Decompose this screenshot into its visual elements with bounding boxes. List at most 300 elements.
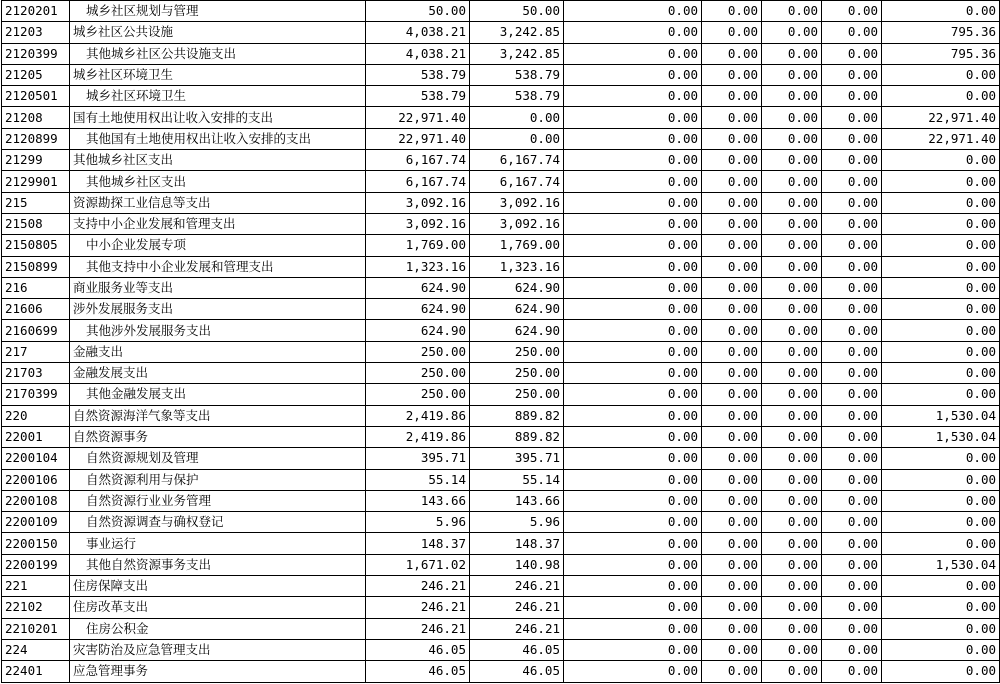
cell-value-1: 5.96 (366, 512, 470, 533)
cell-code: 2160699 (2, 320, 70, 341)
cell-name: 自然资源海洋气象等支出 (70, 405, 366, 426)
cell-value-4: 0.00 (702, 235, 762, 256)
cell-value-1: 4,038.21 (366, 22, 470, 43)
cell-value-3: 0.00 (564, 277, 702, 298)
cell-value-4: 0.00 (702, 150, 762, 171)
cell-code: 2200150 (2, 533, 70, 554)
cell-value-6: 0.00 (822, 192, 882, 213)
cell-value-1: 6,167.74 (366, 171, 470, 192)
cell-value-2: 5.96 (470, 512, 564, 533)
cell-name: 城乡社区环境卫生 (70, 64, 366, 85)
table-row (2, 341, 1000, 362)
cell-code: 216 (2, 277, 70, 298)
cell-value-3: 0.00 (564, 426, 702, 447)
cell-value-3: 0.00 (564, 512, 702, 533)
cell-value-1: 624.90 (366, 277, 470, 298)
cell-value-4: 0.00 (702, 661, 762, 682)
table-row (2, 490, 1000, 511)
cell-value-3: 0.00 (564, 43, 702, 64)
cell-value-7: 0.00 (882, 213, 1000, 234)
cell-value-2: 246.21 (470, 618, 564, 639)
cell-code: 2200109 (2, 512, 70, 533)
cell-value-3: 0.00 (564, 171, 702, 192)
cell-value-5: 0.00 (762, 171, 822, 192)
cell-value-1: 250.00 (366, 341, 470, 362)
cell-value-2: 538.79 (470, 64, 564, 85)
cell-name: 其他城乡社区支出 (70, 171, 366, 192)
cell-value-3: 0.00 (564, 597, 702, 618)
table-row (2, 554, 1000, 575)
cell-value-4: 0.00 (702, 448, 762, 469)
cell-value-2: 0.00 (470, 128, 564, 149)
cell-value-6: 0.00 (822, 235, 882, 256)
cell-value-6: 0.00 (822, 64, 882, 85)
cell-value-1: 46.05 (366, 661, 470, 682)
cell-code: 221 (2, 576, 70, 597)
cell-value-2: 889.82 (470, 405, 564, 426)
table-row (2, 64, 1000, 85)
cell-value-5: 0.00 (762, 618, 822, 639)
cell-value-7: 22,971.40 (882, 128, 1000, 149)
cell-value-5: 0.00 (762, 448, 822, 469)
cell-value-3: 0.00 (564, 639, 702, 660)
cell-value-2: 538.79 (470, 86, 564, 107)
table-row (2, 661, 1000, 682)
cell-value-6: 0.00 (822, 639, 882, 660)
cell-value-6: 0.00 (822, 341, 882, 362)
table-row (2, 384, 1000, 405)
cell-value-5: 0.00 (762, 256, 822, 277)
cell-value-4: 0.00 (702, 64, 762, 85)
cell-value-1: 246.21 (366, 618, 470, 639)
cell-name: 国有土地使用权出让收入安排的支出 (70, 107, 366, 128)
cell-value-4: 0.00 (702, 107, 762, 128)
table-row (2, 426, 1000, 447)
cell-value-6: 0.00 (822, 86, 882, 107)
cell-value-5: 0.00 (762, 299, 822, 320)
cell-value-6: 0.00 (822, 426, 882, 447)
cell-value-4: 0.00 (702, 576, 762, 597)
cell-value-7: 0.00 (882, 618, 1000, 639)
cell-value-6: 0.00 (822, 405, 882, 426)
cell-name: 自然资源调查与确权登记 (70, 512, 366, 533)
cell-name: 城乡社区规划与管理 (70, 1, 366, 22)
table-row (2, 363, 1000, 384)
cell-value-5: 0.00 (762, 235, 822, 256)
cell-value-5: 0.00 (762, 64, 822, 85)
cell-value-6: 0.00 (822, 107, 882, 128)
cell-value-7: 0.00 (882, 384, 1000, 405)
cell-value-4: 0.00 (702, 639, 762, 660)
cell-value-1: 624.90 (366, 320, 470, 341)
cell-value-5: 0.00 (762, 128, 822, 149)
cell-value-6: 0.00 (822, 661, 882, 682)
cell-code: 2150899 (2, 256, 70, 277)
cell-value-4: 0.00 (702, 192, 762, 213)
cell-code: 215 (2, 192, 70, 213)
cell-value-5: 0.00 (762, 426, 822, 447)
cell-value-5: 0.00 (762, 469, 822, 490)
cell-value-2: 624.90 (470, 277, 564, 298)
cell-value-2: 3,092.16 (470, 213, 564, 234)
cell-name: 其他城乡社区公共设施支出 (70, 43, 366, 64)
cell-value-4: 0.00 (702, 43, 762, 64)
cell-name: 城乡社区公共设施 (70, 22, 366, 43)
cell-value-3: 0.00 (564, 618, 702, 639)
cell-value-1: 46.05 (366, 639, 470, 660)
cell-value-6: 0.00 (822, 554, 882, 575)
cell-value-3: 0.00 (564, 490, 702, 511)
cell-value-7: 795.36 (882, 22, 1000, 43)
table-row (2, 128, 1000, 149)
cell-code: 2120899 (2, 128, 70, 149)
cell-code: 2120501 (2, 86, 70, 107)
cell-name: 灾害防治及应急管理支出 (70, 639, 366, 660)
cell-value-7: 0.00 (882, 363, 1000, 384)
cell-value-4: 0.00 (702, 469, 762, 490)
table-row (2, 171, 1000, 192)
cell-name: 中小企业发展专项 (70, 235, 366, 256)
cell-value-7: 0.00 (882, 320, 1000, 341)
cell-value-2: 143.66 (470, 490, 564, 511)
cell-code: 2200108 (2, 490, 70, 511)
cell-value-6: 0.00 (822, 533, 882, 554)
cell-code: 21203 (2, 22, 70, 43)
cell-name: 住房公积金 (70, 618, 366, 639)
cell-value-5: 0.00 (762, 192, 822, 213)
cell-name: 事业运行 (70, 533, 366, 554)
cell-value-1: 50.00 (366, 1, 470, 22)
cell-value-2: 250.00 (470, 363, 564, 384)
cell-value-2: 250.00 (470, 384, 564, 405)
cell-value-6: 0.00 (822, 576, 882, 597)
cell-value-2: 1,323.16 (470, 256, 564, 277)
cell-name: 城乡社区环境卫生 (70, 86, 366, 107)
cell-value-2: 55.14 (470, 469, 564, 490)
cell-value-7: 0.00 (882, 64, 1000, 85)
table-row (2, 256, 1000, 277)
cell-value-5: 0.00 (762, 107, 822, 128)
table-row (2, 1, 1000, 22)
cell-value-6: 0.00 (822, 277, 882, 298)
cell-value-6: 0.00 (822, 171, 882, 192)
cell-value-1: 2,419.86 (366, 426, 470, 447)
cell-value-4: 0.00 (702, 426, 762, 447)
table-row (2, 512, 1000, 533)
cell-value-5: 0.00 (762, 490, 822, 511)
cell-value-3: 0.00 (564, 128, 702, 149)
cell-name: 其他支持中小企业发展和管理支出 (70, 256, 366, 277)
cell-name: 其他城乡社区支出 (70, 150, 366, 171)
cell-value-1: 250.00 (366, 384, 470, 405)
cell-code: 22001 (2, 426, 70, 447)
cell-value-2: 624.90 (470, 299, 564, 320)
cell-value-6: 0.00 (822, 618, 882, 639)
cell-value-4: 0.00 (702, 554, 762, 575)
cell-value-3: 0.00 (564, 150, 702, 171)
cell-value-5: 0.00 (762, 341, 822, 362)
cell-value-4: 0.00 (702, 384, 762, 405)
cell-value-2: 246.21 (470, 576, 564, 597)
cell-value-7: 0.00 (882, 533, 1000, 554)
cell-value-5: 0.00 (762, 363, 822, 384)
cell-value-1: 1,769.00 (366, 235, 470, 256)
cell-value-4: 0.00 (702, 213, 762, 234)
table-row (2, 405, 1000, 426)
cell-value-1: 22,971.40 (366, 128, 470, 149)
table-row (2, 639, 1000, 660)
cell-value-4: 0.00 (702, 1, 762, 22)
cell-value-6: 0.00 (822, 512, 882, 533)
cell-value-4: 0.00 (702, 320, 762, 341)
table-row (2, 150, 1000, 171)
cell-value-1: 538.79 (366, 86, 470, 107)
cell-value-2: 6,167.74 (470, 171, 564, 192)
cell-value-7: 1,530.04 (882, 405, 1000, 426)
cell-code: 217 (2, 341, 70, 362)
table-row (2, 448, 1000, 469)
cell-value-6: 0.00 (822, 469, 882, 490)
cell-value-5: 0.00 (762, 22, 822, 43)
cell-value-4: 0.00 (702, 597, 762, 618)
cell-value-3: 0.00 (564, 448, 702, 469)
cell-value-3: 0.00 (564, 1, 702, 22)
budget-expenditure-table (1, 0, 1000, 683)
cell-value-3: 0.00 (564, 192, 702, 213)
cell-value-7: 0.00 (882, 192, 1000, 213)
cell-value-6: 0.00 (822, 448, 882, 469)
cell-value-2: 3,242.85 (470, 43, 564, 64)
table-row (2, 533, 1000, 554)
cell-value-6: 0.00 (822, 150, 882, 171)
cell-value-2: 0.00 (470, 107, 564, 128)
cell-value-3: 0.00 (564, 64, 702, 85)
cell-value-7: 0.00 (882, 1, 1000, 22)
cell-value-2: 140.98 (470, 554, 564, 575)
cell-value-3: 0.00 (564, 235, 702, 256)
cell-value-7: 0.00 (882, 256, 1000, 277)
cell-value-3: 0.00 (564, 341, 702, 362)
cell-name: 自然资源规划及管理 (70, 448, 366, 469)
cell-value-7: 0.00 (882, 469, 1000, 490)
cell-value-3: 0.00 (564, 469, 702, 490)
cell-value-3: 0.00 (564, 320, 702, 341)
cell-value-1: 395.71 (366, 448, 470, 469)
cell-value-7: 0.00 (882, 661, 1000, 682)
cell-code: 220 (2, 405, 70, 426)
table-row (2, 213, 1000, 234)
cell-value-5: 0.00 (762, 554, 822, 575)
table-row (2, 277, 1000, 298)
cell-value-3: 0.00 (564, 22, 702, 43)
cell-name: 其他金融发展支出 (70, 384, 366, 405)
cell-value-7: 22,971.40 (882, 107, 1000, 128)
cell-value-6: 0.00 (822, 490, 882, 511)
cell-value-3: 0.00 (564, 256, 702, 277)
cell-value-7: 0.00 (882, 299, 1000, 320)
table-row (2, 192, 1000, 213)
table-row (2, 469, 1000, 490)
cell-value-1: 143.66 (366, 490, 470, 511)
cell-value-3: 0.00 (564, 363, 702, 384)
cell-value-3: 0.00 (564, 533, 702, 554)
cell-value-5: 0.00 (762, 277, 822, 298)
cell-value-4: 0.00 (702, 22, 762, 43)
cell-name: 自然资源事务 (70, 426, 366, 447)
cell-value-7: 0.00 (882, 171, 1000, 192)
cell-code: 2150805 (2, 235, 70, 256)
cell-value-4: 0.00 (702, 128, 762, 149)
cell-value-1: 22,971.40 (366, 107, 470, 128)
cell-value-5: 0.00 (762, 150, 822, 171)
cell-value-7: 0.00 (882, 341, 1000, 362)
cell-value-1: 4,038.21 (366, 43, 470, 64)
cell-value-2: 3,242.85 (470, 22, 564, 43)
cell-code: 2200104 (2, 448, 70, 469)
cell-value-2: 3,092.16 (470, 192, 564, 213)
cell-code: 224 (2, 639, 70, 660)
cell-name: 资源勘探工业信息等支出 (70, 192, 366, 213)
table-body (2, 1, 1000, 683)
cell-value-7: 0.00 (882, 235, 1000, 256)
cell-name: 涉外发展服务支出 (70, 299, 366, 320)
cell-value-4: 0.00 (702, 299, 762, 320)
cell-value-2: 395.71 (470, 448, 564, 469)
cell-value-1: 246.21 (366, 576, 470, 597)
cell-value-7: 0.00 (882, 86, 1000, 107)
cell-value-7: 1,530.04 (882, 554, 1000, 575)
cell-value-1: 246.21 (366, 597, 470, 618)
cell-value-7: 0.00 (882, 448, 1000, 469)
cell-value-7: 0.00 (882, 576, 1000, 597)
cell-value-6: 0.00 (822, 128, 882, 149)
cell-value-2: 148.37 (470, 533, 564, 554)
cell-code: 2200106 (2, 469, 70, 490)
cell-value-4: 0.00 (702, 363, 762, 384)
cell-value-3: 0.00 (564, 107, 702, 128)
cell-name: 其他自然资源事务支出 (70, 554, 366, 575)
table-row (2, 22, 1000, 43)
cell-value-1: 6,167.74 (366, 150, 470, 171)
cell-name: 自然资源行业业务管理 (70, 490, 366, 511)
cell-value-6: 0.00 (822, 363, 882, 384)
cell-value-4: 0.00 (702, 171, 762, 192)
cell-value-1: 3,092.16 (366, 192, 470, 213)
cell-value-1: 624.90 (366, 299, 470, 320)
cell-name: 住房保障支出 (70, 576, 366, 597)
cell-value-2: 46.05 (470, 661, 564, 682)
table-row (2, 576, 1000, 597)
cell-value-7: 0.00 (882, 597, 1000, 618)
cell-value-4: 0.00 (702, 277, 762, 298)
table-row (2, 43, 1000, 64)
cell-code: 22102 (2, 597, 70, 618)
cell-value-1: 250.00 (366, 363, 470, 384)
cell-value-5: 0.00 (762, 43, 822, 64)
cell-value-1: 2,419.86 (366, 405, 470, 426)
cell-value-3: 0.00 (564, 576, 702, 597)
cell-value-5: 0.00 (762, 86, 822, 107)
cell-code: 22401 (2, 661, 70, 682)
cell-value-5: 0.00 (762, 405, 822, 426)
cell-name: 其他涉外发展服务支出 (70, 320, 366, 341)
cell-value-2: 6,167.74 (470, 150, 564, 171)
cell-value-6: 0.00 (822, 597, 882, 618)
cell-name: 金融支出 (70, 341, 366, 362)
cell-value-1: 538.79 (366, 64, 470, 85)
cell-value-5: 0.00 (762, 533, 822, 554)
cell-name: 住房改革支出 (70, 597, 366, 618)
cell-value-4: 0.00 (702, 490, 762, 511)
table-row (2, 618, 1000, 639)
cell-code: 21205 (2, 64, 70, 85)
cell-code: 2129901 (2, 171, 70, 192)
table-row (2, 299, 1000, 320)
cell-value-4: 0.00 (702, 533, 762, 554)
cell-name: 应急管理事务 (70, 661, 366, 682)
cell-name: 其他国有土地使用权出让收入安排的支出 (70, 128, 366, 149)
cell-value-2: 889.82 (470, 426, 564, 447)
cell-value-3: 0.00 (564, 405, 702, 426)
cell-value-3: 0.00 (564, 554, 702, 575)
cell-code: 2170399 (2, 384, 70, 405)
cell-value-5: 0.00 (762, 384, 822, 405)
cell-value-7: 1,530.04 (882, 426, 1000, 447)
cell-value-1: 1,671.02 (366, 554, 470, 575)
cell-value-5: 0.00 (762, 213, 822, 234)
cell-code: 2210201 (2, 618, 70, 639)
cell-value-7: 0.00 (882, 490, 1000, 511)
table-row (2, 320, 1000, 341)
cell-value-6: 0.00 (822, 256, 882, 277)
cell-value-5: 0.00 (762, 512, 822, 533)
cell-name: 支持中小企业发展和管理支出 (70, 213, 366, 234)
cell-value-4: 0.00 (702, 256, 762, 277)
table-row (2, 597, 1000, 618)
cell-code: 21606 (2, 299, 70, 320)
cell-value-3: 0.00 (564, 384, 702, 405)
cell-value-4: 0.00 (702, 341, 762, 362)
cell-value-6: 0.00 (822, 384, 882, 405)
cell-value-6: 0.00 (822, 299, 882, 320)
cell-code: 2120201 (2, 1, 70, 22)
cell-value-1: 148.37 (366, 533, 470, 554)
cell-code: 2120399 (2, 43, 70, 64)
cell-name: 自然资源利用与保护 (70, 469, 366, 490)
cell-value-5: 0.00 (762, 639, 822, 660)
cell-value-5: 0.00 (762, 661, 822, 682)
cell-value-5: 0.00 (762, 1, 822, 22)
cell-value-6: 0.00 (822, 1, 882, 22)
cell-value-4: 0.00 (702, 512, 762, 533)
cell-value-6: 0.00 (822, 213, 882, 234)
cell-value-3: 0.00 (564, 213, 702, 234)
cell-value-7: 0.00 (882, 277, 1000, 298)
cell-code: 21703 (2, 363, 70, 384)
cell-value-7: 0.00 (882, 150, 1000, 171)
table-row (2, 86, 1000, 107)
cell-value-5: 0.00 (762, 597, 822, 618)
cell-value-4: 0.00 (702, 618, 762, 639)
cell-value-2: 624.90 (470, 320, 564, 341)
cell-value-5: 0.00 (762, 576, 822, 597)
cell-value-3: 0.00 (564, 86, 702, 107)
cell-value-1: 55.14 (366, 469, 470, 490)
cell-value-6: 0.00 (822, 43, 882, 64)
cell-value-4: 0.00 (702, 86, 762, 107)
cell-value-1: 1,323.16 (366, 256, 470, 277)
cell-code: 21208 (2, 107, 70, 128)
